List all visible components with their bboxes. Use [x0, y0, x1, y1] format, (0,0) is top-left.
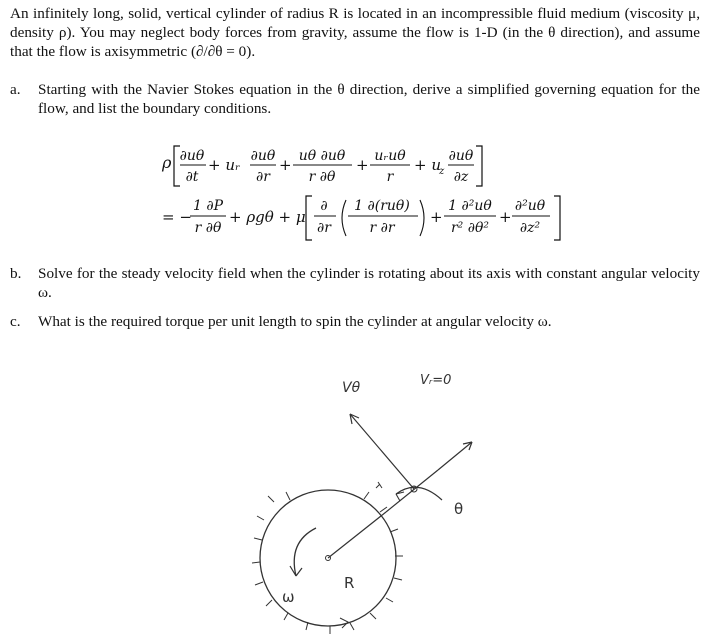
label-vtheta: Vθ: [342, 380, 361, 396]
eq-right-bracket: [476, 146, 482, 186]
part-b: [10, 264, 700, 302]
eq-t2-den: ∂r: [256, 169, 270, 185]
cylinder-hatching: [252, 492, 403, 634]
eq-right-paren: [420, 200, 424, 236]
bottom-mark: [340, 618, 348, 628]
part-b-text: Solve for the steady velocity field when the cylinder is rotating about its axis with constant angular velocity ω.: [38, 265, 700, 301]
vr-arrow-shaft: [438, 442, 472, 470]
part-c-letter: c.: [10, 313, 21, 330]
problem-intro: An infinitely long, solid, vertical cylinder of radius R is located in an incompressible fluid medium (viscosity μ, density ρ). You may neglect body forces from gravity, assume the flow is 1-D (in the θ direction), and assume that the flow is axisymmetric (∂/∂θ = 0).: [10, 5, 700, 60]
part-b-letter: b.: [10, 265, 22, 282]
eq-t5-coef: + u: [414, 156, 441, 174]
cylinder-sketch: [230, 370, 520, 635]
eq-plus: +: [356, 156, 369, 174]
eq-t1-den: ∂t: [185, 169, 199, 185]
navier-stokes-equation: [160, 140, 580, 245]
radius-line: [328, 512, 386, 558]
part-a: [10, 80, 700, 118]
eq-equals: = −: [162, 208, 192, 226]
eq-v4-num: ∂²uθ: [514, 198, 546, 214]
eq-right-bracket-2: [554, 196, 560, 240]
eq-left-bracket-2: [306, 196, 312, 240]
part-a-letter: a.: [10, 81, 21, 98]
part-a-text: Starting with the Navier Stokes equation in the θ direction, derive a simplified governing equation for the flow, and list the boundary conditions.: [38, 81, 700, 117]
eq-p-den: r ∂θ: [194, 220, 222, 236]
eq-v2-num: 1 ∂(ruθ): [354, 198, 410, 214]
eq-v1-den: ∂r: [317, 220, 331, 236]
eq-rho: ρ: [162, 153, 172, 172]
surface-mark: [376, 482, 382, 488]
part-c: [10, 312, 700, 331]
eq-v2-den: r ∂r: [369, 220, 395, 236]
eq-t5-den: ∂z: [453, 169, 469, 185]
eq-t1-num: ∂uθ: [179, 148, 205, 164]
theta-arc-arrowhead: [396, 492, 404, 501]
eq-t5-sub: z: [439, 166, 445, 177]
eq-t3-num: uθ ∂uθ: [298, 148, 346, 164]
label-radius: R: [344, 574, 355, 592]
label-theta: θ: [454, 500, 464, 518]
eq-t3-den: r ∂θ: [308, 169, 336, 185]
eq-t2-num: ∂uθ: [250, 148, 276, 164]
label-vr: Vᵣ=0: [420, 373, 452, 388]
vtheta-arrow-shaft: [350, 414, 414, 489]
eq-left-paren: [342, 200, 346, 236]
eq-v3-num: 1 ∂²uθ: [448, 198, 492, 214]
label-omega: ω: [282, 588, 295, 606]
eq-v4-den: ∂z²: [519, 220, 541, 236]
eq-plus: +: [499, 208, 512, 226]
eq-p-num: 1 ∂P: [192, 198, 224, 214]
eq-plus: +: [430, 208, 443, 226]
eq-t2-coef: + uᵣ: [208, 156, 241, 174]
eq-t5-num: ∂uθ: [448, 148, 474, 164]
eq-t4-den: r: [386, 169, 394, 185]
eq-v3-den: r² ∂θ²: [450, 220, 490, 236]
part-c-text: What is the required torque per unit length to spin the cylinder at angular velocity ω.: [38, 313, 552, 330]
omega-arc: [294, 528, 316, 576]
eq-plus: +: [279, 156, 292, 174]
eq-t4-num: uᵣuθ: [374, 148, 406, 164]
eq-body-visc: + ρgθ + μ: [229, 208, 306, 226]
eq-v1-num: ∂: [320, 198, 328, 214]
